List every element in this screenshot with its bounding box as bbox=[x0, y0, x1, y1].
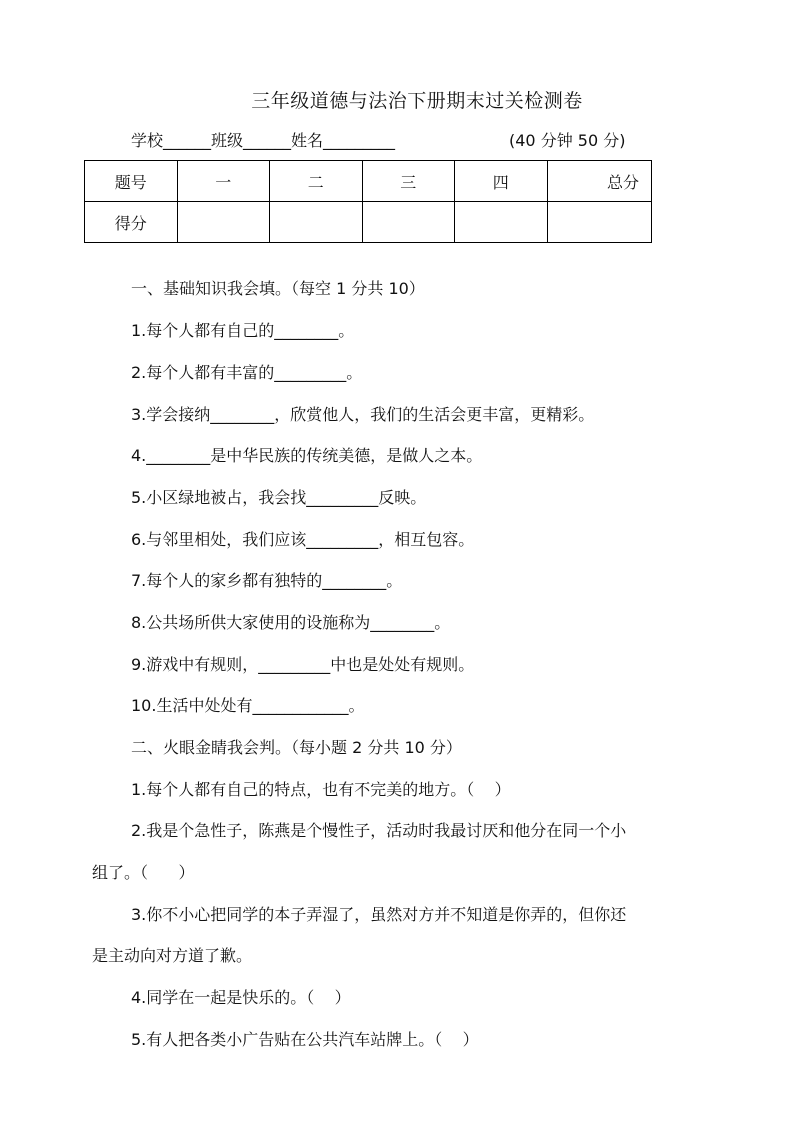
header-cell-label: 题号 bbox=[85, 161, 178, 202]
list-item: 7.每个人的家乡都有独特的________。 bbox=[131, 571, 403, 590]
header-cell-2: 二 bbox=[270, 161, 363, 202]
score-table-score-row bbox=[85, 202, 652, 243]
list-item: 5.有人把各类小广告贴在公共汽车站牌上。（ ） bbox=[131, 1030, 479, 1049]
score-cell-1[interactable] bbox=[177, 202, 270, 243]
section2-heading: 二、火眼金睛我会判。（每小题 2 分共 10 分） bbox=[131, 738, 462, 757]
score-table-header-row bbox=[85, 161, 652, 202]
list-item: 3.你不小心把同学的本子弄湿了，虽然对方并不知道是你弄的，但你还 bbox=[131, 905, 627, 924]
header-cell-4: 四 bbox=[455, 161, 548, 202]
list-item: 3.学会接纳________，欣赏他人，我们的生活会更丰富，更精彩。 bbox=[131, 405, 595, 424]
header-cell-total: 总分 bbox=[547, 161, 652, 202]
score-table bbox=[84, 160, 652, 243]
list-item: 10.生活中处处有____________。 bbox=[131, 696, 365, 715]
list-item: 是主动向对方道了歉。 bbox=[92, 946, 253, 965]
list-item: 组了。（ ） bbox=[92, 863, 195, 882]
header-cell-1: 一 bbox=[177, 161, 270, 202]
student-info-line bbox=[131, 128, 671, 151]
list-item: 1.每个人都有自己的________。 bbox=[131, 321, 355, 340]
list-item: 9.游戏中有规则，_________中也是处处有规则。 bbox=[131, 655, 475, 674]
score-row-label: 得分 bbox=[85, 202, 178, 243]
list-item: 4.同学在一起是快乐的。（ ） bbox=[131, 988, 351, 1007]
list-item: 8.公共场所供大家使用的设施称为________。 bbox=[131, 613, 451, 632]
list-item: 2.每个人都有丰富的_________。 bbox=[131, 363, 363, 382]
header-cell-3: 三 bbox=[362, 161, 455, 202]
list-item: 5.小区绿地被占，我会找_________反映。 bbox=[131, 488, 427, 507]
score-cell-total[interactable] bbox=[547, 202, 652, 243]
list-item: 6.与邻里相处，我们应该_________，相互包容。 bbox=[131, 530, 475, 549]
page-title: 三年级道德与法治下册期末过关检测卷 bbox=[251, 90, 583, 112]
exam-time-score: (40 分钟 50 分) bbox=[509, 131, 626, 150]
list-item: 1.每个人都有自己的特点，也有不完美的地方。（ ） bbox=[131, 780, 511, 799]
score-cell-2[interactable] bbox=[270, 202, 363, 243]
list-item: 2.我是个急性子，陈燕是个慢性子，活动时我最讨厌和他分在同一个小 bbox=[131, 821, 627, 840]
list-item: 4.________是中华民族的传统美德，是做人之本。 bbox=[131, 446, 483, 465]
student-info-fields: 学校______班级______姓名_________ bbox=[131, 131, 396, 150]
section1-heading: 一、基础知识我会填。（每空 1 分共 10） bbox=[131, 279, 425, 298]
score-cell-4[interactable] bbox=[455, 202, 548, 243]
score-cell-3[interactable] bbox=[362, 202, 455, 243]
